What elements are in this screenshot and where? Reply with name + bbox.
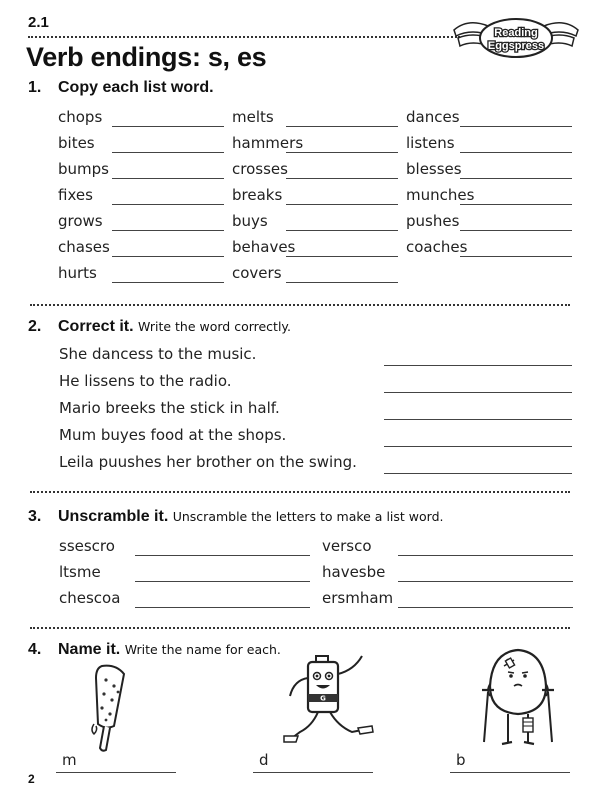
copy-word-line[interactable] — [460, 230, 572, 231]
error-sentence: Mario breeks the stick in half. — [59, 399, 280, 417]
section-code: 2.1 — [28, 14, 49, 31]
unscramble-line[interactable] — [398, 607, 573, 608]
reading-eggspress-logo — [448, 14, 584, 64]
list-word: fixes — [58, 186, 93, 204]
list-word: pushes — [406, 212, 460, 230]
section3-heading — [28, 508, 443, 526]
copy-word-line[interactable] — [112, 152, 224, 153]
dancing-battery-icon — [278, 650, 378, 750]
section1-number: 1. — [28, 79, 42, 96]
copy-word-line[interactable] — [460, 126, 572, 127]
section1-heading — [28, 79, 214, 97]
list-word: behaves — [232, 238, 296, 256]
copy-word-line[interactable] — [286, 230, 398, 231]
page-title: Verb endings: s, es — [26, 42, 267, 72]
scrambled-word: chescoa — [59, 589, 121, 607]
list-word: breaks — [232, 186, 283, 204]
copy-word-line[interactable] — [112, 178, 224, 179]
bandaged-egg-icon — [478, 646, 558, 750]
unscramble-line[interactable] — [135, 555, 310, 556]
section3-number: 3. — [28, 508, 42, 525]
name-answer-line[interactable] — [450, 772, 570, 773]
list-word: hammers — [232, 134, 304, 152]
list-word: hurts — [58, 264, 97, 282]
copy-word-line[interactable] — [460, 152, 572, 153]
copy-word-line[interactable] — [112, 282, 224, 283]
ice-block-icon — [80, 664, 140, 754]
name-answer-line[interactable] — [56, 772, 176, 773]
correction-line[interactable] — [384, 419, 572, 420]
section3-instruction: Unscramble the letters to make a list word. — [172, 509, 444, 524]
section-divider-2 — [30, 491, 570, 493]
scrambled-word: versco — [322, 537, 372, 555]
list-word: dances — [406, 108, 460, 126]
section3-title: Unscramble it. — [58, 508, 169, 525]
copy-word-line[interactable] — [286, 126, 398, 127]
list-word: listens — [406, 134, 455, 152]
starting-letter: b — [456, 751, 466, 769]
error-sentence: Mum buyes food at the shops. — [59, 426, 287, 444]
list-word: covers — [232, 264, 282, 282]
section-divider-1 — [30, 304, 570, 306]
section-divider-3 — [30, 627, 570, 629]
unscramble-line[interactable] — [135, 581, 310, 582]
section1-title: Copy each list word. — [58, 79, 214, 96]
copy-word-line[interactable] — [112, 204, 224, 205]
copy-word-line[interactable] — [112, 256, 224, 257]
list-word: coaches — [406, 238, 468, 256]
section2-title: Correct it. — [58, 318, 134, 335]
starting-letter: d — [259, 751, 269, 769]
list-word: chases — [58, 238, 110, 256]
page-number: 2 — [28, 772, 35, 786]
copy-word-line[interactable] — [112, 126, 224, 127]
error-sentence: Leila puushes her brother on the swing. — [59, 453, 357, 471]
correction-line[interactable] — [384, 392, 572, 393]
section4-number: 4. — [28, 641, 42, 658]
list-word: crosses — [232, 160, 288, 178]
copy-word-line[interactable] — [286, 204, 398, 205]
list-word: melts — [232, 108, 274, 126]
list-word: munches — [406, 186, 475, 204]
copy-word-line[interactable] — [286, 152, 398, 153]
logo-line-2: Eggspress — [487, 40, 545, 52]
section2-instruction: Write the word correctly. — [138, 319, 292, 334]
section2-heading — [28, 318, 291, 336]
unscramble-line[interactable] — [135, 607, 310, 608]
section2-number: 2. — [28, 318, 42, 335]
name-answer-line[interactable] — [253, 772, 373, 773]
section4-instruction: Write the name for each. — [124, 642, 281, 657]
list-word: buys — [232, 212, 268, 230]
copy-word-line[interactable] — [460, 256, 572, 257]
logo-line-1: Reading — [494, 27, 538, 39]
copy-word-line[interactable] — [286, 282, 398, 283]
scrambled-word: ssescro — [59, 537, 115, 555]
copy-word-line[interactable] — [460, 204, 572, 205]
correction-line[interactable] — [384, 365, 572, 366]
header-divider — [28, 36, 460, 38]
copy-word-line[interactable] — [286, 256, 398, 257]
copy-word-line[interactable] — [112, 230, 224, 231]
list-word: chops — [58, 108, 103, 126]
copy-word-line[interactable] — [286, 178, 398, 179]
scrambled-word: ltsme — [59, 563, 101, 581]
unscramble-line[interactable] — [398, 555, 573, 556]
list-word: bumps — [58, 160, 109, 178]
starting-letter: m — [62, 751, 77, 769]
svg-text:G: G — [320, 694, 326, 703]
error-sentence: He lissens to the radio. — [59, 372, 232, 390]
list-word: grows — [58, 212, 103, 230]
list-word: bites — [58, 134, 95, 152]
scrambled-word: ersmham — [322, 589, 394, 607]
copy-word-line[interactable] — [460, 178, 572, 179]
unscramble-line[interactable] — [398, 581, 573, 582]
error-sentence: She dancess to the music. — [59, 345, 257, 363]
list-word: blesses — [406, 160, 462, 178]
scrambled-word: havesbe — [322, 563, 386, 581]
correction-line[interactable] — [384, 473, 572, 474]
section4-heading — [28, 641, 281, 659]
correction-line[interactable] — [384, 446, 572, 447]
section4-title: Name it. — [58, 641, 121, 658]
